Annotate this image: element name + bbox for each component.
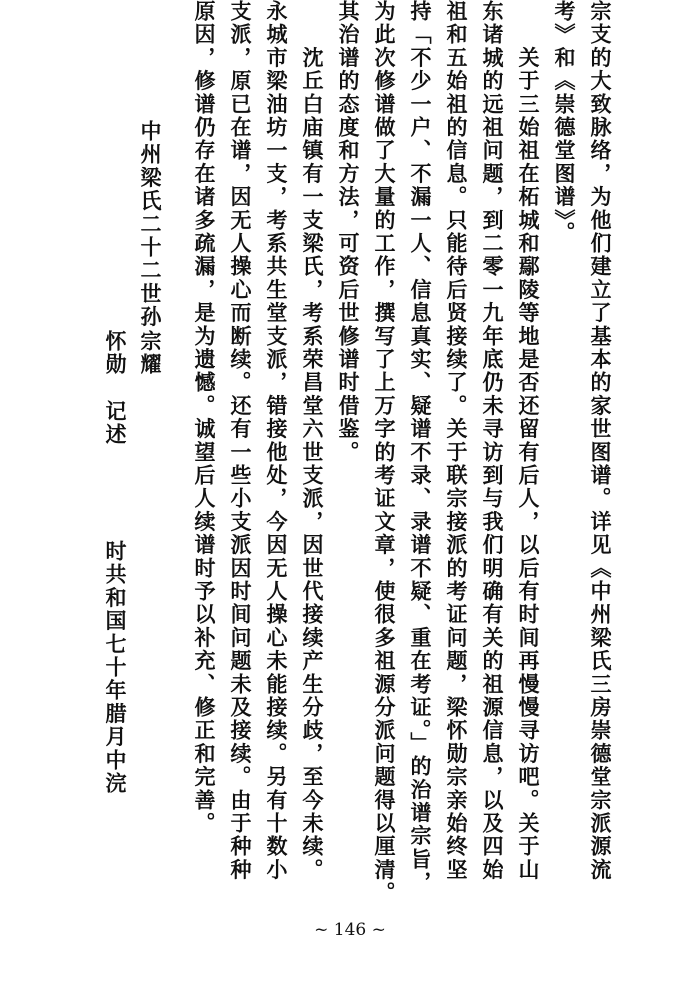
- signature-clan-line: 中州梁氏二十二世孙: [138, 120, 163, 329]
- text-column-5: 祖和五始祖的信息。只能待后贤接续了。关于联宗接派的考证问题，梁怀勋宗亲始终坚: [444, 0, 469, 882]
- signature-name-left: 怀勋: [103, 330, 128, 377]
- text-column-11: 支派，原已在谱，因无人操心而断续。还有一些小支派因时间问题未及接续。由于种种: [228, 0, 253, 882]
- signature-action: 记述: [103, 400, 128, 447]
- signature-date: 时共和国七十年腊月中浣: [103, 540, 128, 796]
- text-column-12: 原因，修谱仍存在诸多疏漏，是为遗憾。诚望后人续谱时予以补充、修正和完善。: [192, 0, 217, 836]
- text-column-4: 东诸城的远祖问题，到二零一九年底仍未寻访到与我们明确有关的祖源信息，以及四始: [480, 0, 505, 882]
- signature-name-right: 宗耀: [138, 330, 163, 377]
- text-column-8: 其治谱的态度和方法，可资后世修谱时借鉴。: [336, 0, 361, 464]
- text-column-10: 永城市梁油坊一支，考系共生堂支派，错接他处，今因无人操心未能接续。另有十数小: [264, 0, 289, 882]
- text-column-1: 宗支的大致脉络，为他们建立了基本的家世图谱。详见《中州梁氏三房崇德堂宗派源流: [588, 0, 613, 882]
- page-number: ~ 146 ~: [314, 920, 386, 940]
- text-column-7: 为此次修谱做了大量的工作，撰写了上万字的考证文章，使很多祖源分派问题得以厘清。: [372, 0, 397, 905]
- text-column-2: 考》和《崇德堂图谱》。: [552, 0, 577, 245]
- text-column-6: 持「不少一户、不漏一人、信息真实、疑谱不录、录谱不疑、重在考证。」的治谱宗旨，: [408, 0, 433, 895]
- text-column-9: 沈丘白庙镇有一支梁氏，考系荣昌堂六世支派，因世代接续产生分歧，至今未续。: [300, 0, 325, 882]
- text-column-3: 关于三始祖在柘城和鄢陵等地是否还留有后人，以后有时间再慢慢寻访吧。关于山: [516, 0, 541, 882]
